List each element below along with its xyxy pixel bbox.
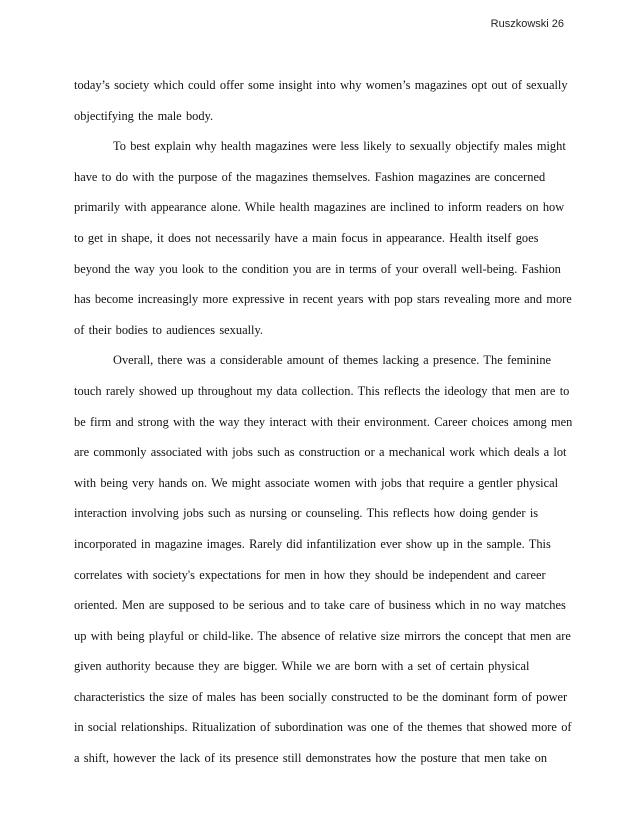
- text-line: are commonly associated with jobs such as construction or a mechanical work which deals a lot: [74, 445, 567, 460]
- text-line: to get in shape, it does not necessarily have a main focus in appearance. Health itself goes: [74, 230, 539, 245]
- text-line: in social relationships. Ritualization of subordination was one of the themes that showed more of: [74, 720, 572, 735]
- text-line: objectifying the male body.: [74, 108, 214, 123]
- paragraph-3: [74, 345, 574, 773]
- text-line: characteristics the size of males has been socially constructed to be the dominant form of power: [74, 689, 568, 704]
- text-line: be firm and strong with the way they interact with their environment. Career choices among men: [74, 414, 573, 429]
- text-line: have to do with the purpose of the magazines themselves. Fashion magazines are concerned: [74, 169, 546, 184]
- text-line: oriented. Men are supposed to be serious and to take care of business which in no way matches: [74, 598, 566, 613]
- text-line: up with being playful or child-like. The absence of relative size mirrors the concept that men are: [74, 628, 571, 643]
- text-line: correlates with society's expectations for men in how they should be independent and career: [74, 567, 546, 582]
- body-text: [74, 70, 574, 774]
- text-line: today’s society which could offer some insight into why women’s magazines opt out of sexually: [74, 78, 568, 92]
- text-line: a shift, however the lack of its presence still demonstrates how the posture that men take on: [74, 751, 548, 766]
- text-line-first: To best explain why health magazines were less likely to sexually objectify males might: [113, 139, 566, 154]
- paragraph-2: [74, 131, 574, 345]
- text-line: interaction involving jobs such as nursing or counseling. This reflects how doing gender is: [74, 506, 539, 521]
- text-line: with being very hands on. We might associate women with jobs that require a gentler physical: [74, 475, 559, 490]
- running-head: Ruszkowski 26: [490, 18, 564, 30]
- text-line: incorporated in magazine images. Rarely did infantilization ever show up in the sample. This: [74, 536, 551, 551]
- text-line-first: Overall, there was a considerable amount of themes lacking a presence. The feminine: [113, 353, 552, 368]
- paragraph-1: [74, 70, 574, 131]
- text-line: has become increasingly more expressive in recent years with pop stars revealing more and more: [74, 292, 572, 307]
- text-line: of their bodies to audiences sexually.: [74, 322, 263, 337]
- text-line: touch rarely showed up throughout my data collection. This reflects the ideology that men are to: [74, 383, 570, 398]
- text-line: given authority because they are bigger. While we are born with a set of certain physical: [74, 659, 530, 674]
- text-line: primarily with appearance alone. While health magazines are inclined to inform readers on how: [74, 200, 565, 215]
- text-line: beyond the way you look to the condition you are in terms of your overall well-being. Fashion: [74, 261, 561, 276]
